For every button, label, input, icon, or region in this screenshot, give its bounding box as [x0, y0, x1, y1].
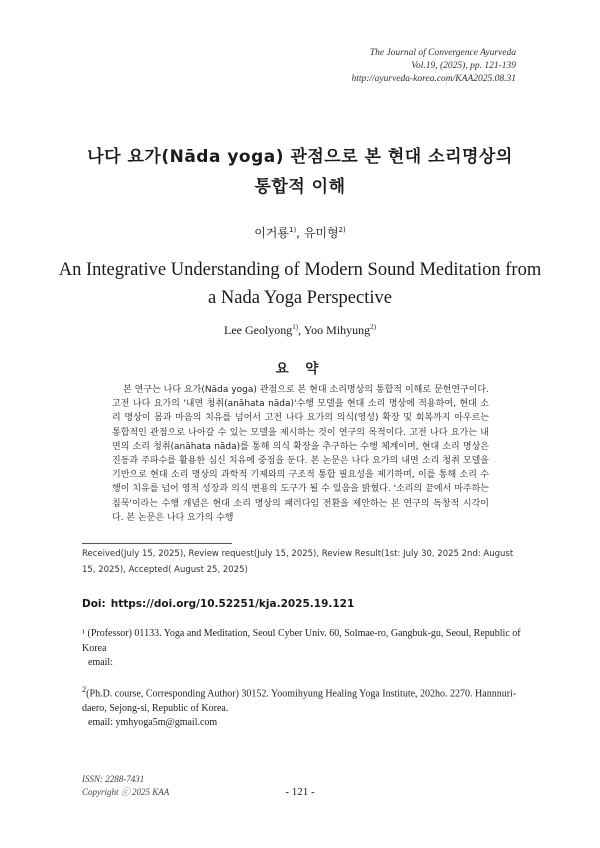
english-author-2: Yoo Mihyung	[303, 323, 371, 337]
korean-author-2: 유미형	[303, 226, 339, 240]
affiliation-1-text: (Professor) 01133. Yoga and Meditation, Seoul Cyber Univ. 60, Solmae-ro, Gangbuk-gu, Seoul, Republic of Korea	[82, 628, 521, 654]
english-title	[0, 256, 600, 312]
page-number: - 121 -	[285, 786, 315, 798]
korean-author-2-mark: 2)	[338, 226, 346, 234]
affiliation-2-mark: 2	[82, 685, 87, 694]
affiliation-1-email: email:	[88, 657, 113, 668]
footnote-divider	[82, 543, 232, 544]
korean-author-separator: ,	[296, 226, 304, 240]
korean-title-line2: 통합적 이해	[254, 177, 346, 197]
english-authors	[0, 323, 600, 338]
received-dates: Received(July 15, 2025), Review request(July 15, 2025), Review Result(1st: July 30, 2025 2nd: August 15, 2025), Accepted( August 25, 2025)	[82, 549, 514, 575]
affiliation-1-mark: ¹	[82, 628, 85, 639]
issn: ISSN: 2288-7431	[82, 774, 145, 784]
journal-volume: Vol.19, (2025), pp. 121-139	[411, 61, 516, 71]
korean-author-1: 이거룡	[254, 226, 289, 240]
affiliation-2-text: (Ph.D. course, Corresponding Author) 30152. Yoomihyung Healing Yoga Institute, 202ho. 2270. Hannnuri-daero, Sejong-si, Republic of Korea.	[82, 688, 517, 714]
abstract-heading: 요 약	[275, 361, 325, 377]
journal-header	[351, 47, 516, 86]
affiliation-2-email[interactable]: email: ymhyoga5m@gmail.com	[88, 717, 218, 729]
affiliation-1	[82, 627, 522, 671]
korean-title	[0, 142, 600, 202]
journal-url[interactable]: http://ayurveda-korea.com/KAA2025.08.31	[351, 74, 516, 84]
english-title-line1: An Integrative Understanding of Modern Sound Meditation from	[58, 260, 542, 280]
english-title-line2: a Nada Yoga Perspective	[208, 288, 392, 308]
english-author-separator: ,	[298, 323, 304, 337]
doi-link[interactable]: https://doi.org/10.52251/kja.2025.19.121	[110, 598, 355, 610]
english-author-2-mark: 2)	[370, 323, 377, 331]
english-author-1-mark: 1)	[292, 323, 299, 331]
korean-title-line1: 나다 요가(Nāda yoga) 관점으로 본 현대 소리명상의	[87, 147, 513, 167]
korean-author-1-mark: 1)	[288, 226, 297, 234]
copyright: Copyright ⓒ 2025 KAA	[82, 787, 170, 797]
doi-line	[82, 598, 354, 610]
affiliation-2	[82, 683, 522, 731]
english-author-1: Lee Geolyong	[223, 323, 293, 337]
journal-name: The Journal of Convergence Ayurveda	[369, 48, 516, 58]
abstract-body: 본 연구는 나다 요가(Nāda yoga) 관점으로 본 현대 소리명상의 통합적 이해로 문헌연구이다. 고전 나다 요가의 '내면 청취(anāhata nāda)'수행 모델을 현대 소리 명상에 적용하여, 현대 소리 명상이 몸과 마음의 치유를 넘어서 고전 나다 요가의 의식(영성) 확장 및 회복까지 아우르는 통합적인 관점으로 나아갈 수 있는 모델을 제시하는 것이 연구의 목적이다. 고전 나다 요가는 내면의 소리 청취(anāhata nāda)를 통해 의식 확장을 추구하는 수행 체계이며, 현대 소리 명상은 진동과 주파수를 활용한 심신 치유에 중점을 둔다. 본 논문은 나다 요가의 내면 소리 청취 모델을 기반으로 현대 소리 명상의 과학적 기제와의 구조적 통합 필요성을 제기하며, 이를 통해 소리 수행이 치유를 넘어 영적 성장과 의식 변용의 도구가 될 수 있음을 밝혔다. '소리의 끝에서 마주하는 침묵'이라는 수행 개념은 현대 소리 명상의 패러다임 전환을 제안하는 본 연구의 독창적 시각이다. 본 논문은 나다 요가의 수행	[112, 385, 489, 523]
doi-label: Doi:	[82, 598, 106, 610]
korean-authors	[0, 224, 600, 241]
